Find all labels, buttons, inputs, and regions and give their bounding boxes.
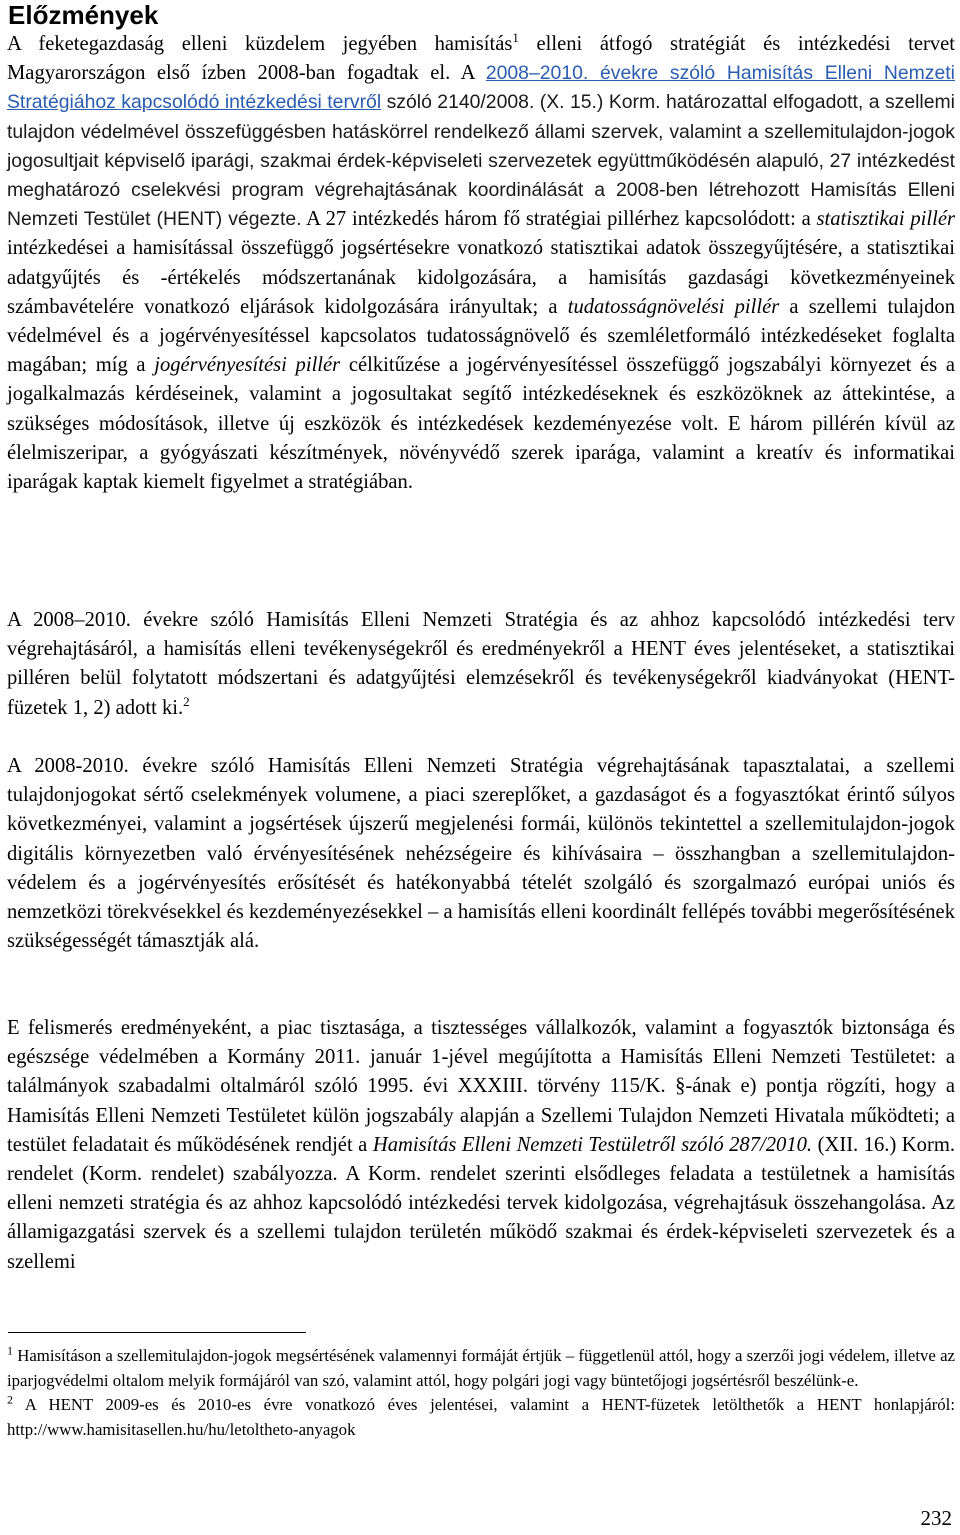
text-run: határozattal elfogadott, a szellemi tulajdon védelmével összefüggésben hatáskörrel rendelkező állami szervek, valamint a szellemitulajdon-jogok jogosultjait képviselő iparági, szakmai érdek-képviseleti szervezetek együttműködésén alapuló, 27 intézkedést meghatározó cselekvési program végrehajtásának koordinálását a 2008-ben létrehozott Hamisítás Elleni Nemzeti Testület (HENT) végezte. xyxy=(7,91,955,231)
strategy-link[interactable]: 2008–2010. évekre szóló Hamisítás Elleni Nemzeti Stratégiához kapcsolódó intézkedési tervről xyxy=(7,62,955,114)
text-run: A 27 intézkedés három fő stratégiai pillérhez kapcsolódott: a xyxy=(301,208,817,231)
text-run: szóló 2140/2008. (X. 15.) Korm. xyxy=(381,91,661,114)
emphasis-awareness-pillar: tudatosságnövelési pillér xyxy=(567,295,780,318)
footnotes xyxy=(7,1344,955,1442)
emphasis-enforcement-pillar: jogérvényesítési pillér xyxy=(154,354,341,377)
text-run: a szellemi tulajdon védelmével és a jogérvényesítéssel kapcsolatos tudatosságnövelő és szemléletformáló intézkedéseket foglalta magában; míg a xyxy=(7,295,955,377)
page-title: Előzmények xyxy=(8,0,159,30)
footnote-text: Hamisításon a szellemitulajdon-jogok megsértésének valamennyi formáját értjük – függetlenül attól, hogy a szerzői jogi védelem, illetve az iparjogvédelmi oltalom melyik formájáról van szó, valamint attól, hogy polgári jogi vagy büntetőjogi jogsértésről beszélünk-e. xyxy=(7,1346,955,1390)
text-run: A 2008–2010. évekre szóló Hamisítás Elleni Nemzeti Stratégia és az ahhoz kapcsolódó intézkedési terv végrehajtásáról, a hamisítás elleni tevékenységekről és eredményekről a HENT éves jelentéseket, a statisztikai pilléren belül folytatott módszertani és adatgyűjtési elemzésekről és tevékenységekről kiadványokat (HENT-füzetek 1, 2) adott ki. xyxy=(7,609,955,719)
paragraph-reports xyxy=(7,606,955,723)
footnote-ref-2[interactable]: 2 xyxy=(183,693,190,709)
text-run: intézkedései a hamisítással összefüggő jogsértésekre vonatkozó statisztikai adatok összegyűjtésére, a statisztikai adatgyűjtés és -értékelés módszertanának kidolgozására, a hamisítás gazdasági következményeinek számbavételére vonatkozó eljárások kidolgozására irányultak; a xyxy=(7,237,955,318)
text-run: célkitűzése a jogérvényesítéssel összefüggő jogszabályi környezet és a jogalkalmazás kérdéseinek, valamint a jogosultakat segítő intézkedéseknek és eszközöknek az áttekintése, a szükséges módosítások, illetve új eszközök és intézkedések kezdeményezése volt. E három pillérén kívül az élelmiszeripar, a gyógyászati készítmények, növényvédő szerek iparága, valamint a kreatív és informatikai iparágak kaptak kiemelt figyelmet a stratégiában. xyxy=(7,354,955,494)
footnote-text: A HENT 2009-es és 2010-es évre vonatkozó éves jelentései, valamint a HENT-füzetek letölthetők a HENT honlapjáról: http://www.hamisitasellen.hu/hu/letoltheto-anyagok xyxy=(7,1395,955,1439)
paragraph-renewal xyxy=(7,1014,955,1277)
footnote-2 xyxy=(7,1393,955,1442)
footnote-number: 2 xyxy=(7,1392,13,1407)
text-run: elleni átfogó stratégiát és intézkedési tervet Magyarországon első ízben 2008-ban fogadtak el. A xyxy=(7,33,955,85)
footnote-ref-1[interactable]: 1 xyxy=(512,30,519,46)
footnote-1 xyxy=(7,1344,955,1393)
page-number: 232 xyxy=(920,1506,952,1530)
text-run: A feketegazdaság elleni küzdelem jegyében hamisítás xyxy=(7,33,513,55)
paragraph-background xyxy=(7,30,955,497)
text-run: A 2008-2010. évekre szóló Hamisítás Elleni Nemzeti Stratégia végrehajtásának tapasztalatai, a szellemi tulajdonjogokat sértő cselekmények volumene, a piaci szereplőket, a gazdaságot és a fogyasztókat érintő súlyos következményei, valamint a jogsértések újszerű megjelenési formái, különös tekintettel a szellemitulajdon-jogok digitális környezetben való érvényesítésének nehézségeire és kihívásaira – összhangban a szellemitulajdon-védelem és a jogérvényesítés erősítését és hatékonyabbá tételét szolgáló és szorgalmazó európai uniós és nemzetközi törekvésekkel és kezdeményezésekkel – a hamisítás elleni koordinált fellépés további megerősítésének szükségességét támasztják alá. xyxy=(7,755,955,953)
emphasis-decree-title: Hamisítás Elleni Nemzeti Testületről szóló 287/2010. xyxy=(372,1133,813,1156)
text-run: (XII. 16.) Korm. rendelet (Korm. rendelet) szabályozza. A Korm. rendelet szerinti elsődleges feladata a testületnek a hamisítás elleni nemzeti stratégia és az ahhoz kapcsolódó intézkedési tervek kidolgozása, végrehajtásuk összehangolása. Az államigazgatási szervek és a szellemi tulajdon területén működő szakmai és érdek-képviseleti szervezetek és a szellemi xyxy=(7,1133,956,1273)
paragraph-experiences xyxy=(7,752,955,956)
emphasis-statistical-pillar: statisztikai pillér xyxy=(816,208,955,231)
text-run: E felismerés eredményeként, a piac tisztasága, a tisztességes vállalkozók, valamint a fogyasztók biztonsága és egészsége védelmében a Kormány 2011. január 1-jével megújította a Hamisítás Elleni Nemzeti Testületet: a találmányok szabadalmi oltalmáról szóló 1995. évi XXXIII. törvény 115/K. §-ának e) pontja rögzíti, hogy a Hamisítás Elleni Nemzeti Testületet külön jogszabály alapján a Szellemi Tulajdon Nemzeti Hivatala működteti; a testület feladatait és működésének rendjét a xyxy=(7,1017,955,1156)
footnote-number: 1 xyxy=(7,1343,13,1358)
footnote-separator xyxy=(8,1332,306,1333)
